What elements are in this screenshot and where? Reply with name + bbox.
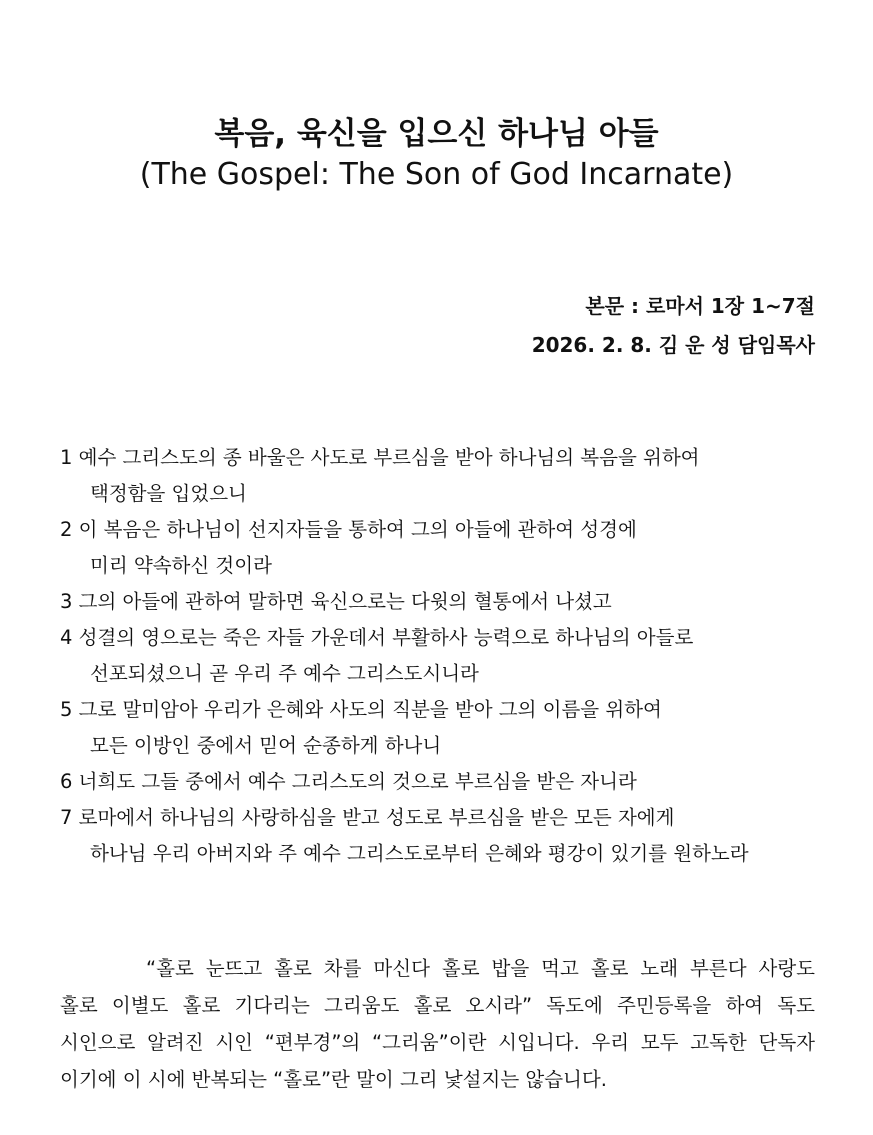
sermon-body-paragraph — [60, 950, 815, 1098]
verse-2-line-1: 2 이 복음은 하나님이 선지자들을 통하여 그의 아들에 관하여 성경에 — [60, 518, 637, 541]
verse-5-line-2: 모든 이방인 중에서 믿어 순종하게 하나니 — [90, 734, 442, 757]
verse-7-line-2: 하나님 우리 아버지와 주 예수 그리스도로부터 은혜와 평강이 있기를 원하노라 — [90, 842, 749, 865]
verse-3-line-1: 3 그의 아들에 관하여 말하면 육신으로는 다윗의 혈통에서 나셨고 — [60, 590, 612, 613]
scripture-verses — [60, 440, 820, 872]
verse-1-line-2: 택정함을 입었으니 — [90, 482, 247, 505]
date-and-preacher: 2026. 2. 8. 김 운 성 담임목사 — [531, 333, 815, 357]
sermon-title-english: (The Gospel: The Son of God Incarnate) — [139, 157, 734, 192]
sermon-title-korean: 복음, 육신을 입으신 하나님 아들 — [214, 116, 659, 152]
verse-5-line-1: 5 그로 말미암아 우리가 은혜와 사도의 직분을 받아 그의 이름을 위하여 — [60, 698, 662, 721]
verse-4-line-2: 선포되셨으니 곧 우리 주 예수 그리스도시니라 — [90, 662, 479, 685]
verse-2-line-2: 미리 약속하신 것이라 — [90, 554, 272, 577]
body-line-2: 홀로 이별도 홀로 기다리는 그리움도 홀로 오시라” 독도에 주민등록을 하여 독도 — [60, 994, 815, 1017]
verse-7-line-1: 7 로마에서 하나님의 사랑하심을 받고 성도로 부르심을 받은 모든 자에게 — [60, 806, 675, 829]
body-line-3: 시인으로 알려진 시인 “편부경”의 “그리움”이란 시입니다. 우리 모두 고독한 단독자 — [60, 1031, 815, 1054]
scripture-reference: 본문 : 로마서 1장 1~7절 — [585, 294, 815, 318]
verse-6-line-1: 6 너희도 그들 중에서 예수 그리스도의 것으로 부르심을 받은 자니라 — [60, 770, 637, 793]
verse-4-line-1: 4 성결의 영으로는 죽은 자들 가운데서 부활하사 능력으로 하나님의 아들로 — [60, 626, 694, 649]
verse-1-line-1: 1 예수 그리스도의 종 바울은 사도로 부르심을 받아 하나님의 복음을 위하여 — [60, 446, 700, 469]
body-line-4: 이기에 이 시에 반복되는 “홀로”란 말이 그리 낯설지는 않습니다. — [60, 1068, 607, 1091]
body-line-1: “홀로 눈뜨고 홀로 차를 마신다 홀로 밥을 먹고 홀로 노래 부른다 사랑도 — [146, 957, 815, 980]
